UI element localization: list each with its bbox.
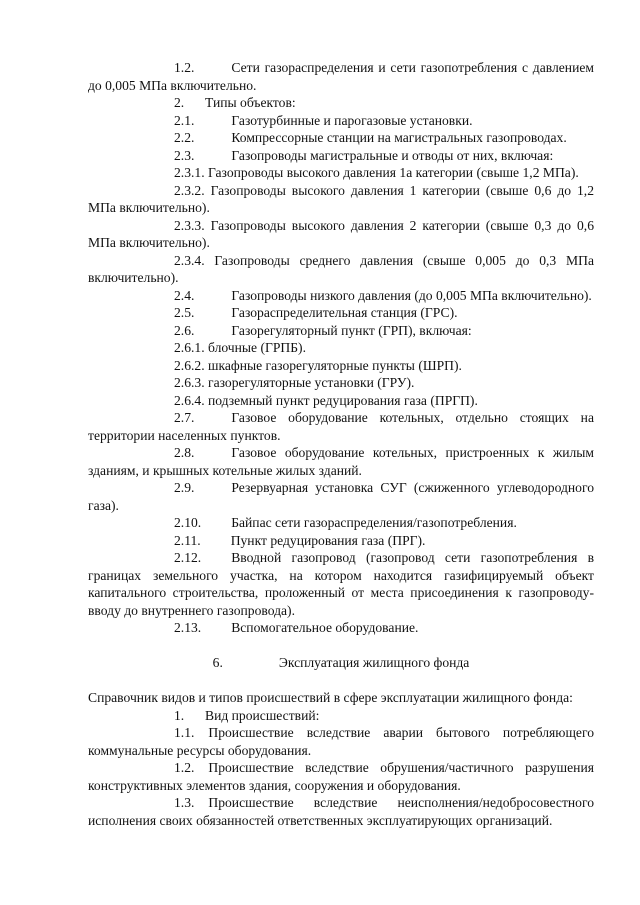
- item-number: 1.3.: [174, 795, 195, 810]
- item-number: 2.6.: [174, 322, 195, 338]
- list-item: [88, 532, 594, 550]
- item-number: 1.1.: [174, 725, 195, 740]
- item-number: 2.13.: [174, 620, 202, 635]
- list-item: [88, 164, 594, 182]
- item-number: 1.: [174, 707, 185, 723]
- item-number: 2.9.: [174, 480, 195, 495]
- list-item: [88, 339, 594, 357]
- item-text: Вид происшествий:: [205, 707, 320, 723]
- item-number: 2.: [174, 95, 185, 110]
- list-item: [88, 794, 594, 829]
- list-item: [88, 182, 594, 217]
- item-number: 2.3.4.: [174, 252, 205, 268]
- item-number: 2.3.1.: [174, 165, 205, 180]
- list-item: [88, 409, 594, 444]
- item-number: 2.6.4.: [174, 392, 205, 408]
- item-number: 2.6.2.: [174, 357, 205, 373]
- item-number: 2.10.: [174, 515, 202, 530]
- list-item: [88, 549, 594, 619]
- list-item: [88, 707, 594, 725]
- item-text: блочные (ГРПБ).: [208, 340, 306, 355]
- item-number: 1.2.: [174, 60, 195, 75]
- item-text: Компрессорные станции на магистральных газопроводах.: [231, 130, 567, 145]
- item-text: Вспомогательное оборудование.: [231, 620, 419, 635]
- list-item: [88, 304, 594, 322]
- list-item: [88, 322, 594, 340]
- item-number: 2.1.: [174, 112, 195, 128]
- list-item: [88, 252, 594, 287]
- list-item: [88, 357, 594, 375]
- item-text: Вводной газопровод (газопровод сети газопотребления в границах земельного участка, на котором находится газифицируемый объект капитального строительства, проложенный от места присоединения к газопроводу-вводу до внутреннего газопровода).: [88, 550, 594, 618]
- item-number: 2.3.: [174, 147, 195, 163]
- list-item: [88, 287, 594, 305]
- item-text: Пункт редуцирования газа (ПРГ).: [230, 532, 426, 548]
- list-item: [88, 392, 594, 410]
- item-text: Происшествие вследствие обрушения/частичного разрушения конструктивных элементов здания, сооружения и оборудования.: [88, 760, 594, 793]
- item-text: Происшествие вследствие неисполнения/недобросовестного исполнения своих обязанностей ответственных эксплуатирующих организаций.: [88, 795, 594, 828]
- item-text: шкафные газорегуляторные пункты (ШРП).: [208, 357, 462, 373]
- list-item: [88, 514, 594, 532]
- item-text: Газорегуляторный пункт (ГРП), включая:: [231, 322, 472, 338]
- item-text: Газовое оборудование котельных, отдельно стоящих на территории населенных пунктов.: [88, 410, 594, 443]
- item-number: 2.6.3.: [174, 375, 205, 390]
- item-number: 2.7.: [174, 410, 195, 425]
- item-number: 2.5.: [174, 305, 195, 320]
- item-number: 2.8.: [174, 445, 195, 460]
- item-text: Газопроводы среднего давления (свыше 0,005 до 0,3 МПа включительно).: [88, 252, 594, 285]
- item-text: Сети газораспределения и сети газопотребления с давлением до 0,005 МПа включительно.: [88, 60, 594, 93]
- item-number: 2.3.2.: [174, 182, 205, 198]
- item-text: Газораспределительная станция (ГРС).: [231, 305, 458, 320]
- item-number: 1.2.: [174, 760, 195, 775]
- item-text: Резервуарная установка СУГ (сжиженного углеводородного газа).: [88, 480, 594, 513]
- item-text: Газопроводы магистральные и отводы от них, включая:: [231, 147, 554, 163]
- list-item: [88, 112, 594, 130]
- item-number: 2.12.: [174, 550, 202, 565]
- list-item: [88, 147, 594, 165]
- item-number: 2.2.: [174, 130, 195, 145]
- item-text: подземный пункт редуцирования газа (ПРГП).: [208, 392, 478, 408]
- item-number: 2.4.: [174, 287, 195, 303]
- list-item: [88, 619, 594, 637]
- item-text: Газопроводы высокого давления 1 категории (свыше 0,6 до 1,2 МПа включительно).: [88, 182, 594, 215]
- item-text: Происшествие вследствие аварии бытового потребляющего коммунальные ресурсы оборудования.: [88, 725, 594, 758]
- intro-paragraph: Справочник видов и типов происшествий в сфере эксплуатации жилищного фонда:: [88, 690, 573, 705]
- list-item: [88, 759, 594, 794]
- list-item: [88, 217, 594, 252]
- item-text: Газовое оборудование котельных, пристроенных к жилым зданиям, и крышных котельные жилых зданий.: [88, 445, 594, 478]
- item-number: 2.3.3.: [174, 217, 205, 233]
- section-number: 6.: [212, 654, 223, 670]
- list-item: [88, 374, 594, 392]
- item-text: Газопроводы высокого давления 2 категории (свыше 0,3 до 0,6 МПа включительно).: [88, 217, 594, 250]
- section-heading: [88, 654, 594, 672]
- item-number: 2.11.: [174, 532, 201, 548]
- item-text: Типы объектов:: [205, 95, 296, 110]
- item-text: Газопроводы высокого давления 1а категории (свыше 1,2 МПа).: [208, 165, 579, 180]
- item-number: 2.6.1.: [174, 340, 205, 355]
- item-text: Газотурбинные и парогазовые установки.: [231, 112, 473, 128]
- document-body: [88, 59, 594, 829]
- item-text: Байпас сети газораспределения/газопотребления.: [231, 515, 517, 530]
- item-text: газорегуляторные установки (ГРУ).: [208, 375, 415, 390]
- list-item: [88, 479, 594, 514]
- list-item: [88, 444, 594, 479]
- list-item: [88, 59, 594, 94]
- item-text: Газопроводы низкого давления (до 0,005 МПа включительно).: [231, 287, 592, 303]
- list-item: [88, 724, 594, 759]
- section-title: Эксплуатация жилищного фонда: [278, 654, 470, 670]
- list-item: [88, 129, 594, 147]
- list-item: [88, 94, 594, 112]
